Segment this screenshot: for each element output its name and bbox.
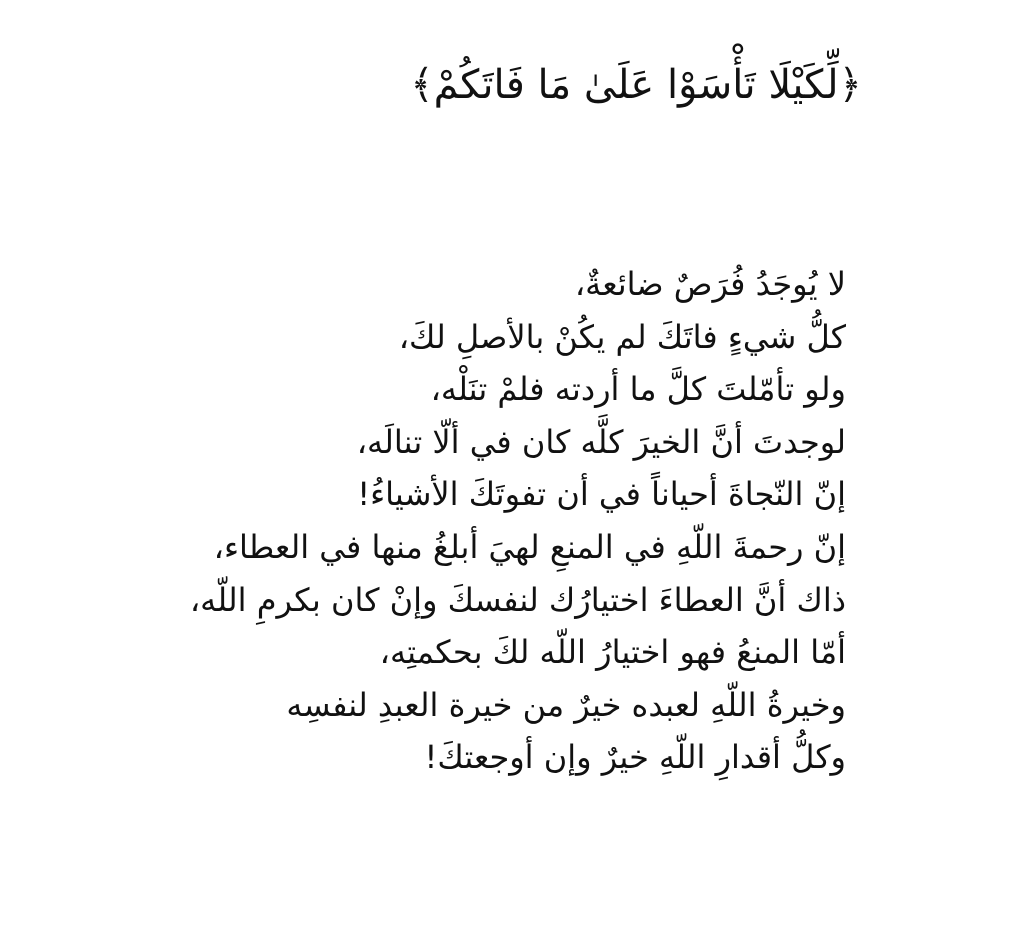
poem-line-4: لوجدتَ أنَّ الخيرَ كلَّه كان في ألّا تنالَه، [356,422,846,461]
poem-line-10: وكلُّ أقدارِ اللّهِ خيرٌ وإن أوجعتكَ! [424,738,846,777]
quran-verse-heading: ﴿لِّكَيْلَا تَأْسَوْا عَلَىٰ مَا فَاتَكُمْ﴾ [410,62,862,108]
poem-line-6: إنّ رحمةَ اللّهِ في المنعِ لهيَ أبلغُ منها في العطاء، [213,527,846,566]
poem-line-7: ذاك أنَّ العطاءَ اختيارُك لنفسكَ وإنْ كان بكرمِ اللّه، [189,580,846,619]
poem-body [190,258,846,784]
poem-line-9: وخيرةُ اللّهِ لعبده خيرٌ من خيرة العبدِ لنفسِه [286,685,846,724]
poem-line-5: إنّ النّجاةَ أحياناً في أن تفوتَكَ الأشياءُ! [357,475,846,514]
poem-line-8: أمّا المنعُ فهو اختيارُ اللّه لكَ بحكمتِه، [379,633,846,672]
poem-line-1: لا يُوجَدُ فُرَصٌ ضائعةٌ، [574,265,846,303]
poem-line-2: كلُّ شيءٍ فاتَكَ لم يكُنْ بالأصلِ لكَ، [398,317,846,356]
poem-line-3: ولو تأمّلتَ كلَّ ما أردته فلمْ تنَلْه، [430,370,846,409]
